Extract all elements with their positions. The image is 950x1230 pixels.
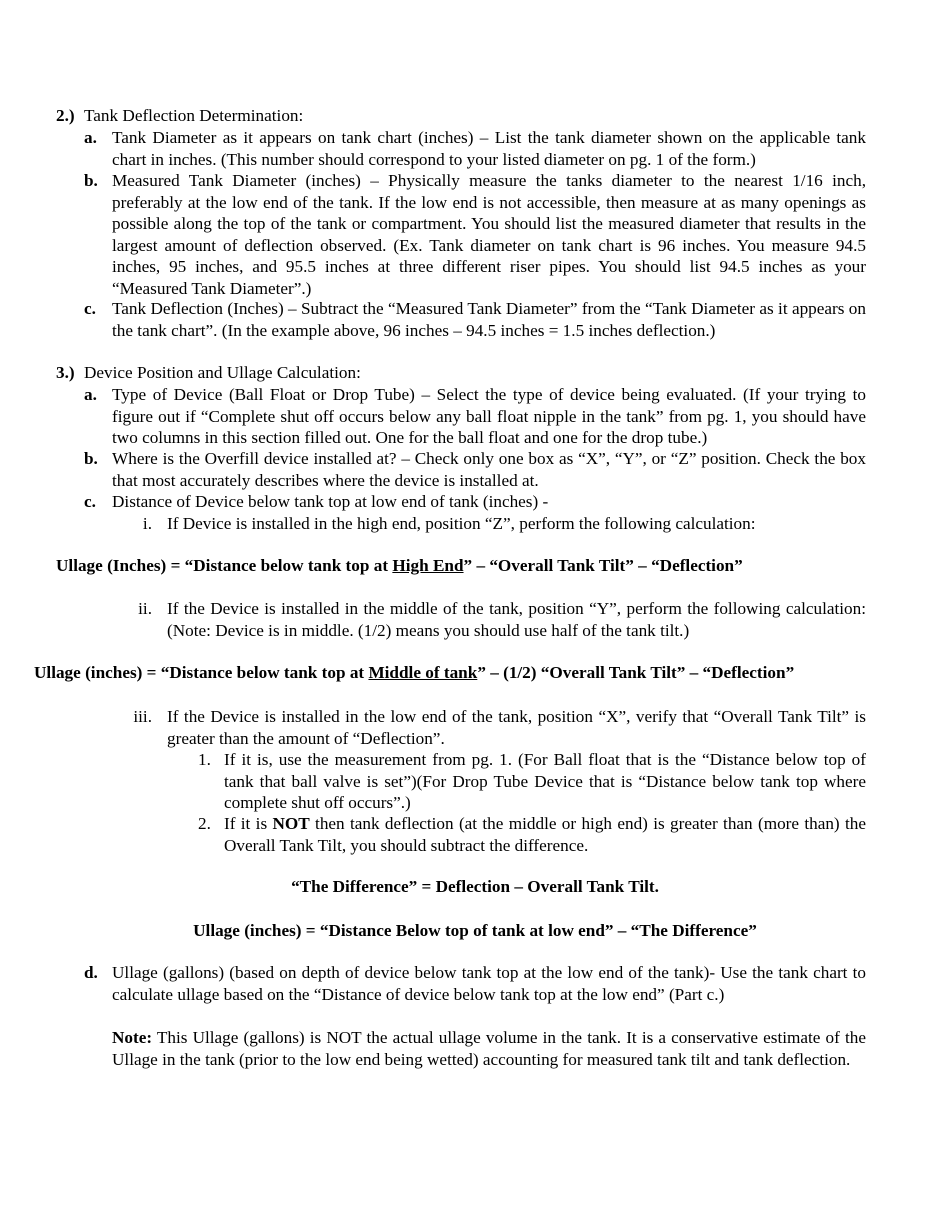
- note-text: This Ullage (gallons) is NOT the actual ullage volume in the tank. It is a conservative estimate of the Ullage in the tank (prior to the low end being wetted) accounting for measured tank tilt and tank deflection.: [112, 1028, 866, 1069]
- section-2b-letter: b.: [84, 171, 98, 190]
- section-2-number: 2.): [56, 106, 75, 125]
- section-2a-text: Tank Diameter as it appears on tank chart (inches) – List the tank diameter shown on the applicable tank chart in inches. (This number should correspond to your listed diameter on pg. 1 of the form.): [112, 128, 866, 169]
- formula-middle-before: Ullage (inches) = “Distance below tank top at: [34, 663, 369, 682]
- section-2c-text: Tank Deflection (Inches) – Subtract the “Measured Tank Diameter” from the “Tank Diameter as it appears on the tank chart”. (In the example above, 96 inches – 94.5 inches = 1.5 inches deflection.): [112, 299, 866, 340]
- list-item-2-bold: NOT: [272, 814, 310, 833]
- formula-middle-after: ” – (1/2) “Overall Tank Tilt” – “Deflection”: [477, 663, 795, 682]
- section-3d-text: Ullage (gallons) (based on depth of device below tank top at the low end of the tank)- Use the tank chart to calculate ullage based on the “Distance of device below tank top at the low end” (Part c.): [112, 963, 866, 1004]
- list-item-1-number: 1.: [198, 750, 211, 769]
- formula-low-end: Ullage (inches) = “Distance Below top of tank at low end” – “The Difference”: [193, 921, 757, 940]
- formula-high-after: ” – “Overall Tank Tilt” – “Deflection”: [463, 556, 743, 575]
- list-item-1-text: If it is, use the measurement from pg. 1. (For Ball float that is the “Distance below top of tank that ball valve is set”)(For Drop Tube Device that is “Distance below tank top where complete shut off occurs”.): [224, 750, 866, 812]
- roman-ii: ii.: [138, 599, 152, 618]
- roman-i: i.: [142, 514, 152, 533]
- list-item-2-pre: If it is: [224, 814, 273, 833]
- formula-high-end: [56, 555, 743, 577]
- section-3a-text: Type of Device (Ball Float or Drop Tube) – Select the type of device being evaluated. (If your trying to figure out if “Complete shut off occurs below any ball float nipple in the tank” from pg. 1, you should have two columns in this section filled out. One for the ball float and one for the drop tube.): [112, 385, 866, 447]
- formula-middle: [34, 662, 794, 684]
- roman-iii-text: If the Device is installed in the low end of the tank, position “X”, verify that “Overall Tank Tilt” is greater than the amount of “Deflection”.: [167, 707, 866, 748]
- section-3b-text: Where is the Overfill device installed at? – Check only one box as “X”, “Y”, or “Z” position. Check the box that most accurately describes where the device is installed at.: [112, 449, 866, 490]
- formula-middle-underlined: Middle of tank: [368, 663, 478, 682]
- formula-difference: “The Difference” = Deflection – Overall Tank Tilt.: [291, 877, 659, 896]
- section-2b-text: Measured Tank Diameter (inches) – Physically measure the tanks diameter to the nearest 1/16 inch, preferably at the low end of the tank. If the low end is not accessible, then measure at as many openings as possible along the top of the tank or compartment. You should list the measured diameter that results in the largest amount of deflection observed. (Ex. Tank diameter on tank chart is 96 inches. You measure 94.5 inches, 95 inches, and 95.5 inches at three different riser pipes. You should list 94.5 inches as your “Measured Tank Diameter”.): [112, 171, 866, 298]
- section-3c-letter: c.: [84, 492, 96, 511]
- section-2a-letter: a.: [84, 128, 97, 147]
- roman-iii: iii.: [133, 707, 152, 726]
- section-2c-letter: c.: [84, 299, 96, 318]
- section-3-title: Device Position and Ullage Calculation:: [84, 363, 361, 382]
- section-3a-letter: a.: [84, 385, 97, 404]
- section-3-number: 3.): [56, 363, 75, 382]
- section-3b-letter: b.: [84, 449, 98, 468]
- formula-high-underlined: High End: [392, 556, 464, 575]
- roman-ii-text: If the Device is installed in the middle of the tank, position “Y”, perform the following calculation: (Note: Device is in middle. (1/2) means you should use half of the tank tilt.): [167, 599, 866, 640]
- list-item-2-post: then tank deflection (at the middle or high end) is greater than (more than) the Overall Tank Tilt, you should subtract the difference.: [224, 814, 866, 855]
- roman-i-text: If Device is installed in the high end, position “Z”, perform the following calculation:: [167, 514, 756, 533]
- list-item-2-text: [224, 813, 866, 856]
- section-3c-text: Distance of Device below tank top at low end of tank (inches) -: [112, 492, 549, 511]
- formula-high-before: Ullage (Inches) = “Distance below tank top at: [56, 556, 393, 575]
- section-3d-letter: d.: [84, 963, 98, 982]
- list-item-2-number: 2.: [198, 814, 211, 833]
- note-label: Note:: [112, 1028, 153, 1047]
- section-2-title: Tank Deflection Determination:: [84, 106, 304, 125]
- note-paragraph: [112, 1027, 866, 1070]
